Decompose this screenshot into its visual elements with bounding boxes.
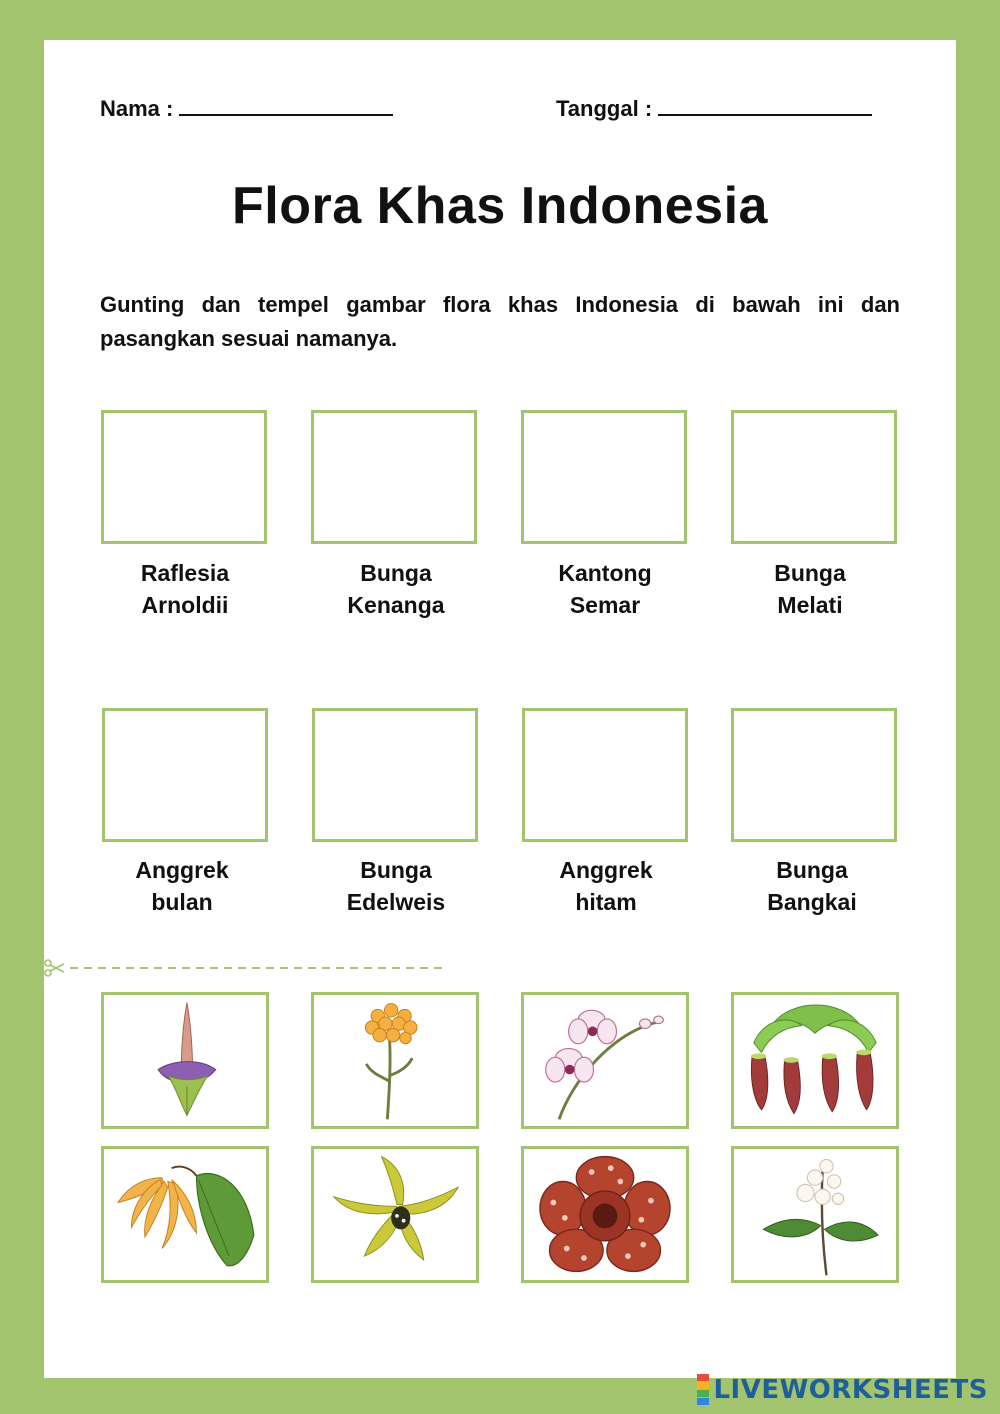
drop-box-3[interactable]: [521, 410, 687, 544]
target-label: Bunga Melati: [774, 560, 846, 618]
drop-box-7[interactable]: [522, 708, 688, 842]
picture-card-6[interactable]: [311, 1146, 479, 1283]
moth-orchid-icon: [524, 995, 686, 1126]
target-label: Kantong Semar: [558, 560, 652, 618]
target-label: Bunga Bangkai: [767, 857, 857, 915]
scissors-icon: [45, 960, 64, 976]
page-title: Flora Khas Indonesia: [232, 177, 768, 235]
picture-card-1[interactable]: [101, 992, 269, 1129]
tanggal-blank[interactable]: [658, 96, 872, 116]
picture-card-2[interactable]: [311, 992, 479, 1129]
brand-name: LIVEWORKSHEETS: [713, 1375, 988, 1405]
edelweiss-icon: [314, 995, 476, 1126]
picture-card-3[interactable]: [521, 992, 689, 1129]
tanggal-field[interactable]: [556, 96, 872, 122]
drop-box-6[interactable]: [312, 708, 478, 842]
target-label: Anggrek bulan: [135, 857, 229, 915]
target-label: Bunga Edelweis: [346, 857, 446, 915]
liveworksheets-mark-icon: [697, 1374, 709, 1406]
nama-blank[interactable]: [179, 96, 393, 116]
drop-box-2[interactable]: [311, 410, 477, 544]
drop-box-1[interactable]: [101, 410, 267, 544]
picture-card-7[interactable]: [521, 1146, 689, 1283]
instruction-text: Gunting dan tempel gambar flora khas Indonesia di bawah ini dan pasangkan sesuai namanya.: [100, 292, 900, 351]
drop-box-5[interactable]: [102, 708, 268, 842]
drop-box-4[interactable]: [731, 410, 897, 544]
corpse-flower-icon: [104, 995, 266, 1126]
nama-field[interactable]: [100, 96, 393, 122]
drop-box-8[interactable]: [731, 708, 897, 842]
pitcher-plant-icon: [734, 995, 896, 1126]
target-label: Bunga Kenanga: [347, 560, 445, 618]
ylang-ylang-icon: [104, 1149, 266, 1280]
rafflesia-icon: [524, 1149, 686, 1280]
picture-card-5[interactable]: [101, 1146, 269, 1283]
picture-card-8[interactable]: [731, 1146, 899, 1283]
target-label: Anggrek hitam: [559, 857, 653, 915]
jasmine-icon: [734, 1149, 896, 1280]
liveworksheets-logo: [697, 1374, 988, 1406]
black-orchid-icon: [314, 1149, 476, 1280]
nama-label: Nama :: [100, 96, 174, 121]
tanggal-label: Tanggal :: [556, 96, 653, 121]
picture-card-4[interactable]: [731, 992, 899, 1129]
target-label: Raflesia Arnoldii: [140, 560, 230, 618]
cut-line: [44, 958, 444, 978]
